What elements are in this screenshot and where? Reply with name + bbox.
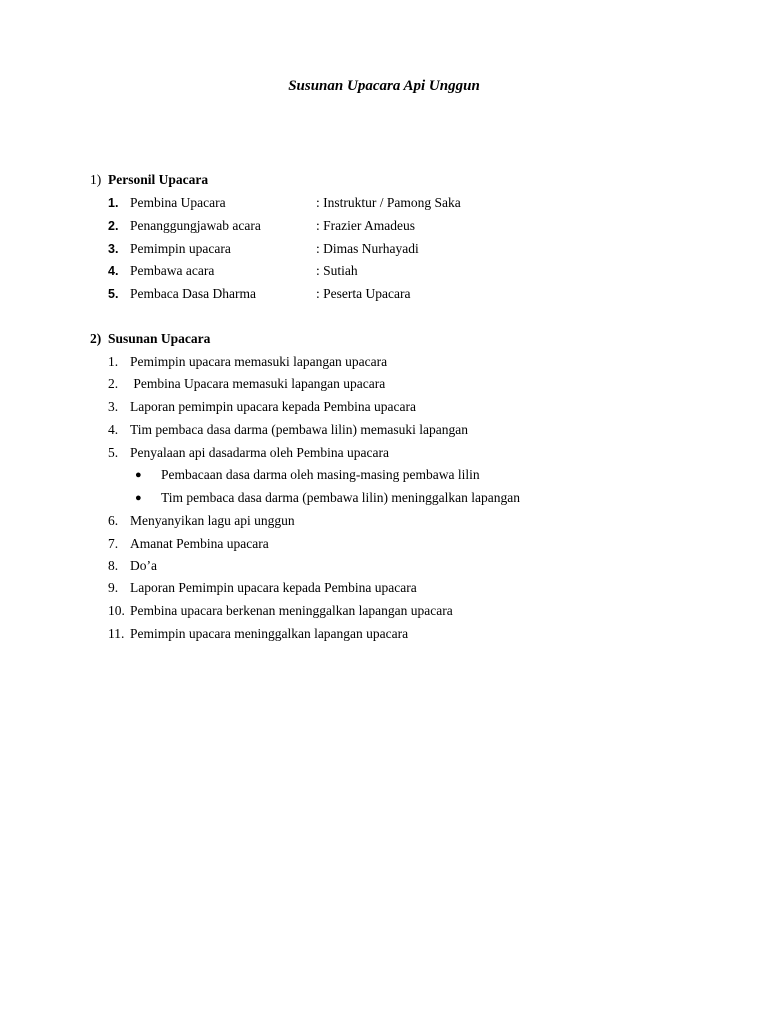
bullet-text: Tim pembaca dasa darma (pembawa lilin) meninggalkan lapangan — [161, 490, 521, 505]
item-text: Menyanyikan lagu api unggun — [130, 513, 295, 528]
item-text: Laporan Pemimpin upacara kepada Pembina upacara — [130, 580, 417, 595]
item-index: 1. — [108, 354, 119, 369]
item-person: : Frazier Amadeus — [316, 218, 415, 233]
section-number: 1) — [90, 172, 102, 187]
item-person: : Dimas Nurhayadi — [316, 241, 419, 256]
item-text: Tim pembaca dasa darma (pembawa lilin) memasuki lapangan — [130, 422, 469, 437]
item-index: 4. — [108, 264, 119, 278]
bullet-icon: ● — [135, 469, 142, 481]
item-index: 2. — [108, 219, 119, 233]
bullet-text: Pembacaan dasa darma oleh masing-masing pembawa lilin — [161, 467, 480, 482]
item-text: Penyalaan api dasadarma oleh Pembina upacara — [130, 445, 390, 460]
item-index: 2. — [108, 376, 119, 391]
item-index: 8. — [108, 558, 119, 573]
item-text: Do’a — [130, 558, 157, 573]
item-person: : Instruktur / Pamong Saka — [316, 195, 461, 210]
item-person: : Sutiah — [316, 263, 358, 278]
section-title: Susunan Upacara — [108, 331, 211, 346]
section-susunan-heading — [90, 331, 210, 347]
section-title: Personil Upacara — [108, 172, 209, 187]
item-role: Pembaca Dasa Dharma — [130, 286, 256, 301]
bullet-icon: ● — [135, 492, 142, 504]
item-index: 1. — [108, 196, 119, 210]
item-text: Amanat Pembina upacara — [130, 536, 269, 551]
item-index: 7. — [108, 536, 119, 551]
item-index: 5. — [108, 445, 119, 460]
section-personil-heading — [90, 172, 208, 188]
item-index: 6. — [108, 513, 119, 528]
item-index: 11. — [108, 626, 125, 641]
item-index: 3. — [108, 399, 119, 414]
item-index: 9. — [108, 580, 119, 595]
item-index: 3. — [108, 242, 119, 256]
item-role: Pemimpin upacara — [130, 241, 231, 256]
item-text: Pembina upacara berkenan meninggalkan lapangan upacara — [130, 603, 453, 618]
item-role: Penanggungjawab acara — [130, 218, 261, 233]
item-role: Pembina Upacara — [130, 195, 226, 210]
item-index: 5. — [108, 287, 119, 301]
item-text: Laporan pemimpin upacara kepada Pembina upacara — [130, 399, 416, 414]
item-index: 10. — [108, 603, 125, 618]
document-title: Susunan Upacara Api Unggun — [288, 78, 480, 94]
item-role: Pembawa acara — [130, 263, 215, 278]
item-index: 4. — [108, 422, 119, 437]
item-text: Pembina Upacara memasuki lapangan upacara — [130, 376, 386, 391]
section-number: 2) — [90, 331, 102, 346]
item-text: Pemimpin upacara memasuki lapangan upacara — [130, 354, 388, 369]
item-person: : Peserta Upacara — [316, 286, 411, 301]
item-text: Pemimpin upacara meninggalkan lapangan upacara — [130, 626, 409, 641]
